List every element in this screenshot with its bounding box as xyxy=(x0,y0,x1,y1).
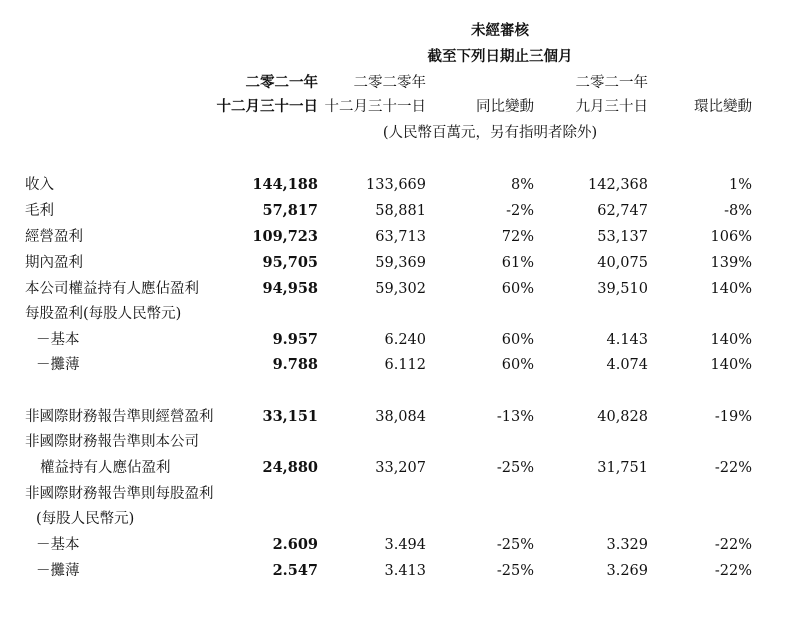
row-value-2021q4: 24,880 xyxy=(262,459,318,476)
row-qoq-change: -22% xyxy=(714,537,752,553)
row-value-2021q3: 53,137 xyxy=(597,229,648,245)
row-yoy-change: 8% xyxy=(510,177,534,193)
row-label: 非國際財務報告準則每股盈利 xyxy=(25,486,214,502)
row-label: 非國際財務報告準則經營盈利 xyxy=(25,409,214,425)
row-qoq-change: -22% xyxy=(714,563,752,579)
row-label: 本公司權益持有人應佔盈利 xyxy=(25,281,199,297)
row-label: 毛利 xyxy=(25,203,54,219)
row-qoq-change: 140% xyxy=(710,332,752,348)
row-qoq-change: 140% xyxy=(710,281,752,297)
row-value-2021q4: 9.788 xyxy=(272,356,318,373)
row-value-2021q4: 33,151 xyxy=(262,408,318,425)
unit-note: (人民幣百萬元，另有指明者除外) xyxy=(382,125,598,141)
row-yoy-change: -25% xyxy=(496,563,534,579)
row-value-2021q3: 40,828 xyxy=(597,409,648,425)
col3-header: 同比變動 xyxy=(476,99,534,115)
row-label: －基本 xyxy=(36,537,80,553)
row-label: 非國際財務報告準則本公司 xyxy=(25,434,199,450)
row-value-2020q4: 58,881 xyxy=(375,203,426,219)
row-value-2021q3: 40,075 xyxy=(597,255,648,271)
row-value-2021q4: 94,958 xyxy=(262,280,318,297)
row-value-2021q3: 3.329 xyxy=(606,537,648,553)
row-yoy-change: -2% xyxy=(506,203,534,219)
row-yoy-change: 61% xyxy=(501,255,534,271)
row-label: －攤薄 xyxy=(36,357,80,373)
row-value-2021q3: 4.143 xyxy=(606,332,648,348)
row-qoq-change: -22% xyxy=(714,460,752,476)
col2-header-year: 二零二零年 xyxy=(353,75,426,91)
row-value-2021q3: 4.074 xyxy=(606,357,648,373)
row-value-2020q4: 6.112 xyxy=(384,357,426,373)
row-yoy-change: 60% xyxy=(501,281,534,297)
col4-header-date: 九月三十日 xyxy=(575,99,648,115)
row-value-2021q3: 31,751 xyxy=(597,460,648,476)
row-label: －基本 xyxy=(36,332,80,348)
row-value-2021q4: 144,188 xyxy=(252,176,318,193)
header-period: 截至下列日期止三個月 xyxy=(427,48,573,65)
row-yoy-change: 60% xyxy=(501,332,534,348)
row-qoq-change: 106% xyxy=(710,229,752,245)
row-qoq-change: 140% xyxy=(710,357,752,373)
row-value-2021q3: 142,368 xyxy=(588,177,648,193)
row-value-2020q4: 59,302 xyxy=(375,281,426,297)
row-value-2021q4: 2.547 xyxy=(272,562,318,579)
row-value-2021q3: 62,747 xyxy=(597,203,648,219)
row-yoy-change: 60% xyxy=(501,357,534,373)
row-label: －攤薄 xyxy=(36,563,80,579)
col5-header: 環比變動 xyxy=(694,99,752,115)
row-value-2021q3: 39,510 xyxy=(597,281,648,297)
col1-header-year: 二零二一年 xyxy=(245,74,318,91)
row-value-2020q4: 59,369 xyxy=(375,255,426,271)
row-yoy-change: -13% xyxy=(496,409,534,425)
row-yoy-change: -25% xyxy=(496,460,534,476)
row-yoy-change: -25% xyxy=(496,537,534,553)
row-value-2020q4: 133,669 xyxy=(366,177,426,193)
row-yoy-change: 72% xyxy=(501,229,534,245)
row-value-2021q4: 109,723 xyxy=(252,228,318,245)
row-value-2021q4: 2.609 xyxy=(272,536,318,553)
row-value-2020q4: 6.240 xyxy=(384,332,426,348)
row-label: 經營盈利 xyxy=(25,229,83,245)
row-value-2020q4: 63,713 xyxy=(375,229,426,245)
row-qoq-change: 1% xyxy=(728,177,752,193)
row-label: 每股盈利(每股人民幣元) xyxy=(25,306,182,322)
row-value-2021q3: 3.269 xyxy=(606,563,648,579)
col4-header-year: 二零二一年 xyxy=(575,75,648,91)
row-value-2020q4: 3.494 xyxy=(384,537,426,553)
row-label: (每股人民幣元) xyxy=(36,511,135,527)
row-value-2021q4: 95,705 xyxy=(262,254,318,271)
row-value-2020q4: 3.413 xyxy=(384,563,426,579)
row-qoq-change: -19% xyxy=(714,409,752,425)
row-value-2020q4: 33,207 xyxy=(375,460,426,476)
col2-header-date: 十二月三十一日 xyxy=(324,99,426,115)
row-label: 期內盈利 xyxy=(25,255,83,271)
row-value-2021q4: 9.957 xyxy=(272,331,318,348)
row-qoq-change: 139% xyxy=(710,255,752,271)
row-value-2020q4: 38,084 xyxy=(375,409,426,425)
row-label: 權益持有人應佔盈利 xyxy=(40,460,171,476)
col1-header-date: 十二月三十一日 xyxy=(216,98,318,115)
row-qoq-change: -8% xyxy=(724,203,752,219)
row-label: 收入 xyxy=(25,177,54,193)
header-unaudited: 未經審核 xyxy=(471,22,529,39)
row-value-2021q4: 57,817 xyxy=(262,202,318,219)
